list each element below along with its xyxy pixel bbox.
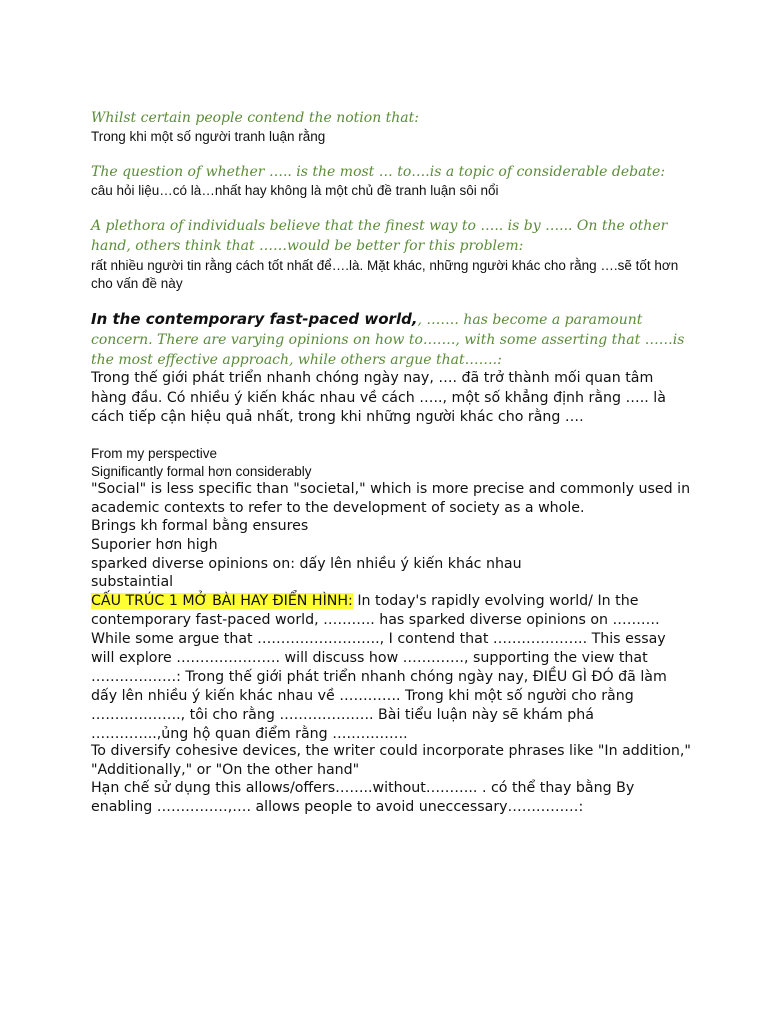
note-limit-usage: Hạn chế sử dụng this allows/offers……..without……….. . có thể thay bằng By enabling ……………,…. allows people to avoid uneccessary……………: bbox=[91, 780, 635, 815]
phrase-english-1: Whilst certain people contend the notion that: bbox=[91, 110, 419, 126]
phrase-vietnamese-4: Trong thế giới phát triển nhanh chóng ngày nay, …. đã trở thành mối quan tâm hàng đầu. Có nhiều ý kiến khác nhau về cách ….., một số khẳng định rằng ….. là cách tiếp cận hiệu quả nhất, trong khi những người khác cho rằng …. bbox=[91, 370, 666, 425]
phrase-english-4 bbox=[91, 309, 691, 370]
note-substantial: substaintial bbox=[91, 574, 174, 590]
phrase-vietnamese-1: Trong khi một số người tranh luận rằng bbox=[91, 129, 326, 144]
bold-heading: In the contemporary fast-paced world, bbox=[91, 310, 418, 328]
note-significantly: Significantly formal hơn considerably bbox=[91, 464, 312, 479]
note-cohesive-devices: To diversify cohesive devices, the writer could incorporate phrases like "In addition," "Additionally," or "On the other hand" bbox=[91, 743, 691, 778]
phrase-vietnamese-3: rất nhiều người tin rằng cách tốt nhất để….là. Mặt khác, những người khác cho rằng ….sẽ tốt hơn cho vấn đề này bbox=[91, 258, 679, 291]
phrase-english-4-text: , ……. has become a paramount concern. There are varying opinions on how to……., with some asserting that ……is the most effective approach, while others argue that…….: bbox=[91, 312, 685, 368]
intro-structure-text: In today's rapidly evolving world/ In the contemporary fast-paced world, ……….. has sparked diverse opinions on ………. While some argue that …………………….., I contend that ……………….. This essay will explore …………………. will discuss how …………., supporting the view that ………………: Trong thế giới phát triển nhanh chóng ngày nay, ĐIỀU GÌ ĐÓ đã làm dấy lên nhiều ý kiến khác nhau về …………. Trong khi một số người cho rằng ………………., tôi cho rằng ……………….. Bài tiểu luận này sẽ khám phá …………..,ủng hộ quan điểm rằng ……………. bbox=[91, 593, 667, 742]
phrase-vietnamese-2: câu hỏi liệu…có là…nhất hay không là một chủ đề tranh luận sôi nổi bbox=[91, 183, 499, 198]
highlighted-title: CẤU TRÚC 1 MỞ BÀI HAY ĐIỂN HÌNH: bbox=[91, 593, 353, 609]
note-social-societal: "Social" is less specific than "societal," which is more precise and commonly used in academic contexts to refer to the development of society as a whole. bbox=[91, 481, 691, 516]
note-brings: Brings kh formal bằng ensures bbox=[91, 518, 309, 534]
note-superior: Suporier hơn high bbox=[91, 537, 218, 553]
phrase-english-3: A plethora of individuals believe that the finest way to ….. is by …... On the other hand, others think that ……would be better for this problem: bbox=[91, 218, 668, 254]
note-intro-structure bbox=[91, 592, 691, 744]
phrase-english-2: The question of whether ….. is the most … to….is a topic of considerable debate: bbox=[91, 164, 666, 180]
note-sparked: sparked diverse opinions on: dấy lên nhiều ý kiến khác nhau bbox=[91, 556, 522, 572]
note-perspective: From my perspective bbox=[91, 446, 218, 461]
